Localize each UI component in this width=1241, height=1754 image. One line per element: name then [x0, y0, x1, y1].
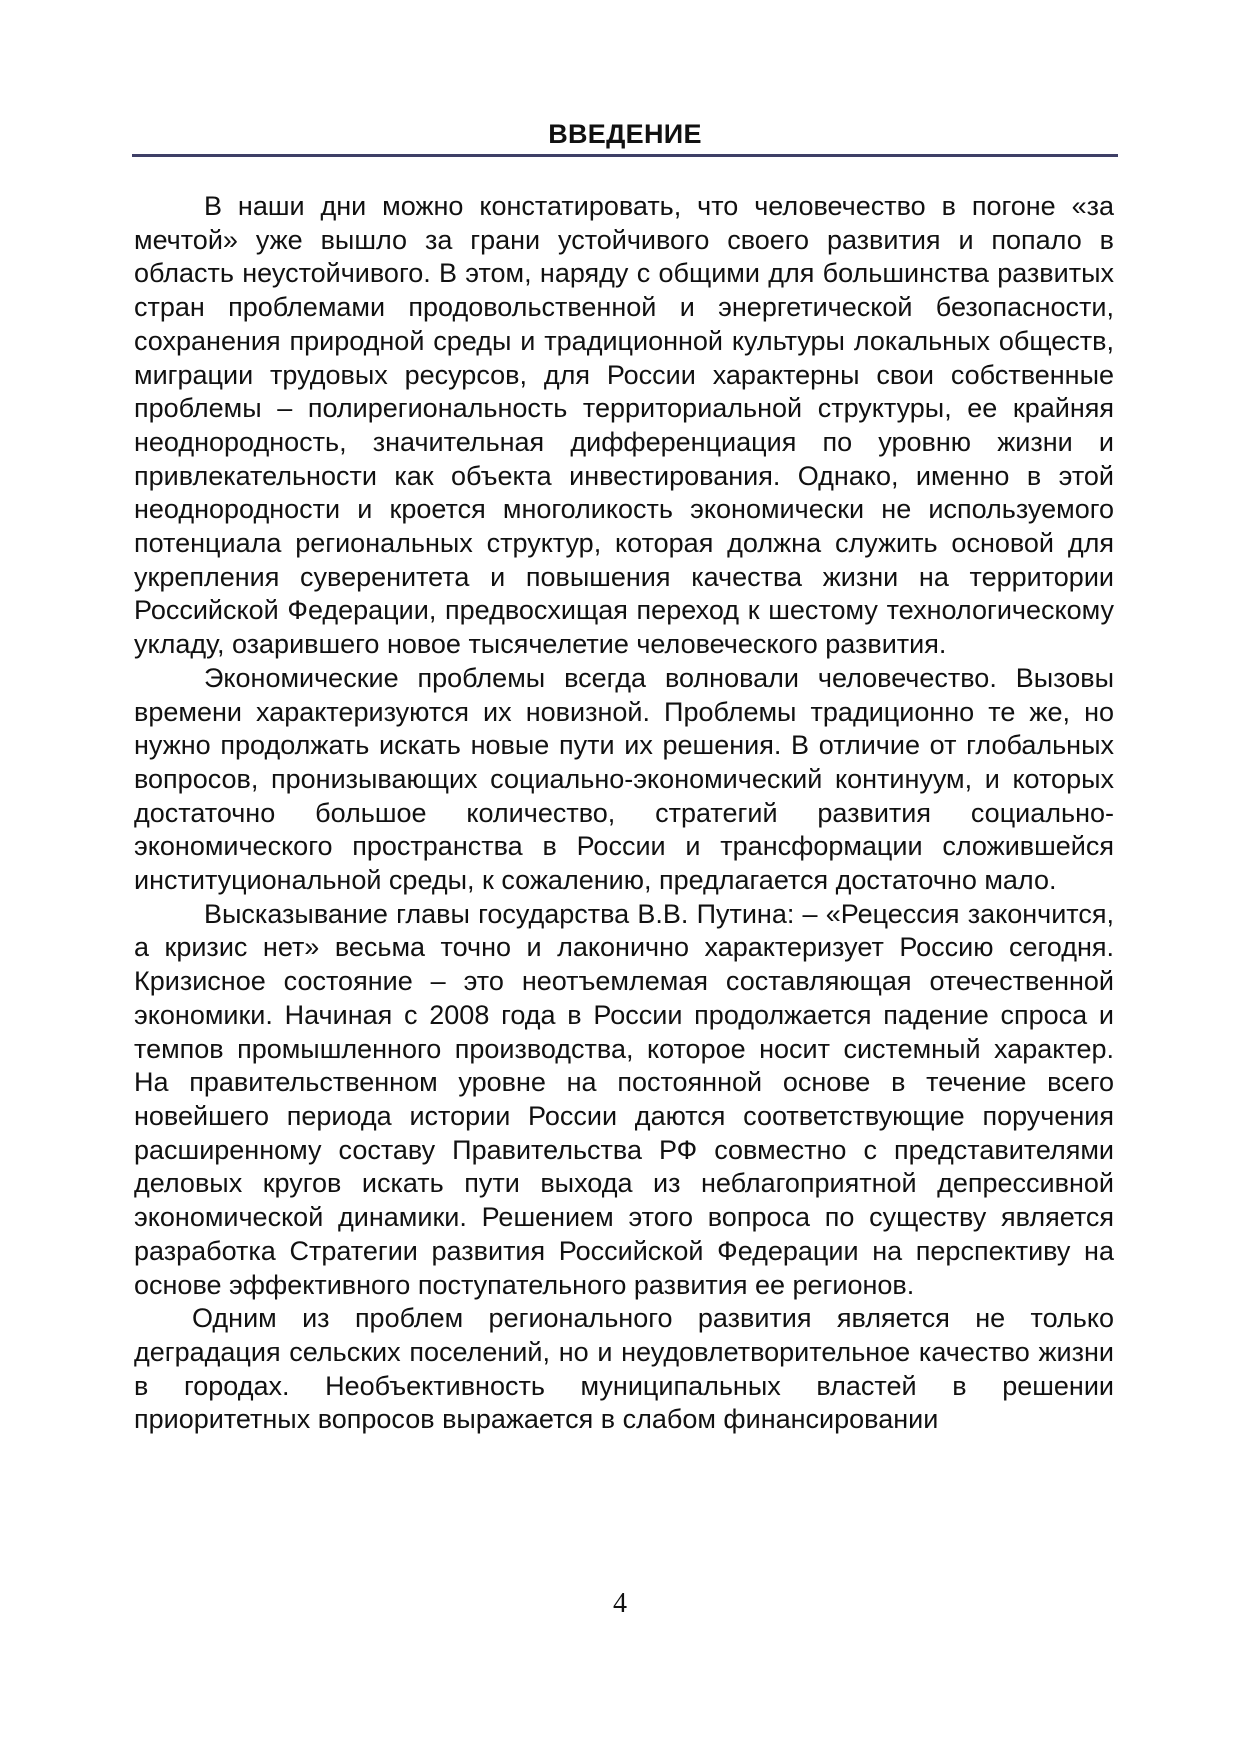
paragraph-1: В наши дни можно констатировать, что человечество в погоне «за мечтой» уже вышло за грани устойчивого своего развития и попало в область неустойчивого. В этом, наряду с общими для большинства развитых стран проблемами продовольственной и энергетической безопасности, сохранения природной среды и традиционной культуры локальных обществ, миграции трудовых ресурсов, для России характерны свои собственные проблемы – полирегиональность территориальной структуры, ее крайняя неоднородность, значительная дифференциация по уровню жизни и привлекательности как объекта инвестирования. Однако, именно в этой неоднородности и кроется многоликость экономически не используемого потенциала региональных структур, которая должна служить основой для укрепления суверенитета и повышения качества жизни на территории Российской Федерации, предвосхищая переход к шестому технологическому укладу, озарившего новое тысячелетие человеческого развития.: [134, 191, 1114, 660]
body-text: [134, 190, 1114, 1437]
page-title: ВВЕДЕНИЕ: [548, 119, 702, 149]
paragraph-4: Одним из проблем регионального развития является не только деградация сельских поселений, но и неудовлетворительное качество жизни в городах. Необъективность муниципальных властей в решении приоритетных вопросов выражается в слабом финансировании: [134, 1303, 1114, 1435]
page-number: 4: [613, 1588, 627, 1619]
paragraph-2: Экономические проблемы всегда волновали человечество. Вызовы времени характеризуются их новизной. Проблемы традиционно те же, но нужно продолжать искать новые пути их решения. В отличие от глобальных вопросов, пронизывающих социально-экономический континуум, и которых достаточно большое количество, стратегий развития социально-экономического пространства в России и трансформации сложившейся институциональной среды, к сожалению, предлагается достаточно мало.: [134, 662, 1114, 896]
heading-underline: [132, 154, 1118, 157]
paragraph-3: Высказывание главы государства В.В. Путина: – «Рецессия закончится, а кризис нет» весьма точно и лаконично характеризует Россию сегодня. Кризисное состояние – это неотъемлемая составляющая отечественной экономики. Начиная с 2008 года в России продолжается падение спроса и темпов промышленного производства, которое носит системный характер. На правительственном уровне на постоянной основе в течение всего новейшего периода истории России даются соответствующие поручения расширенному составу Правительства РФ совместно с представителями деловых кругов искать пути выхода из неблагоприятной депрессивной экономической динамики. Решением этого вопроса по существу является разработка Стратегии развития Российской Федерации на перспективу на основе эффективного поступательного развития ее регионов.: [134, 898, 1114, 1300]
